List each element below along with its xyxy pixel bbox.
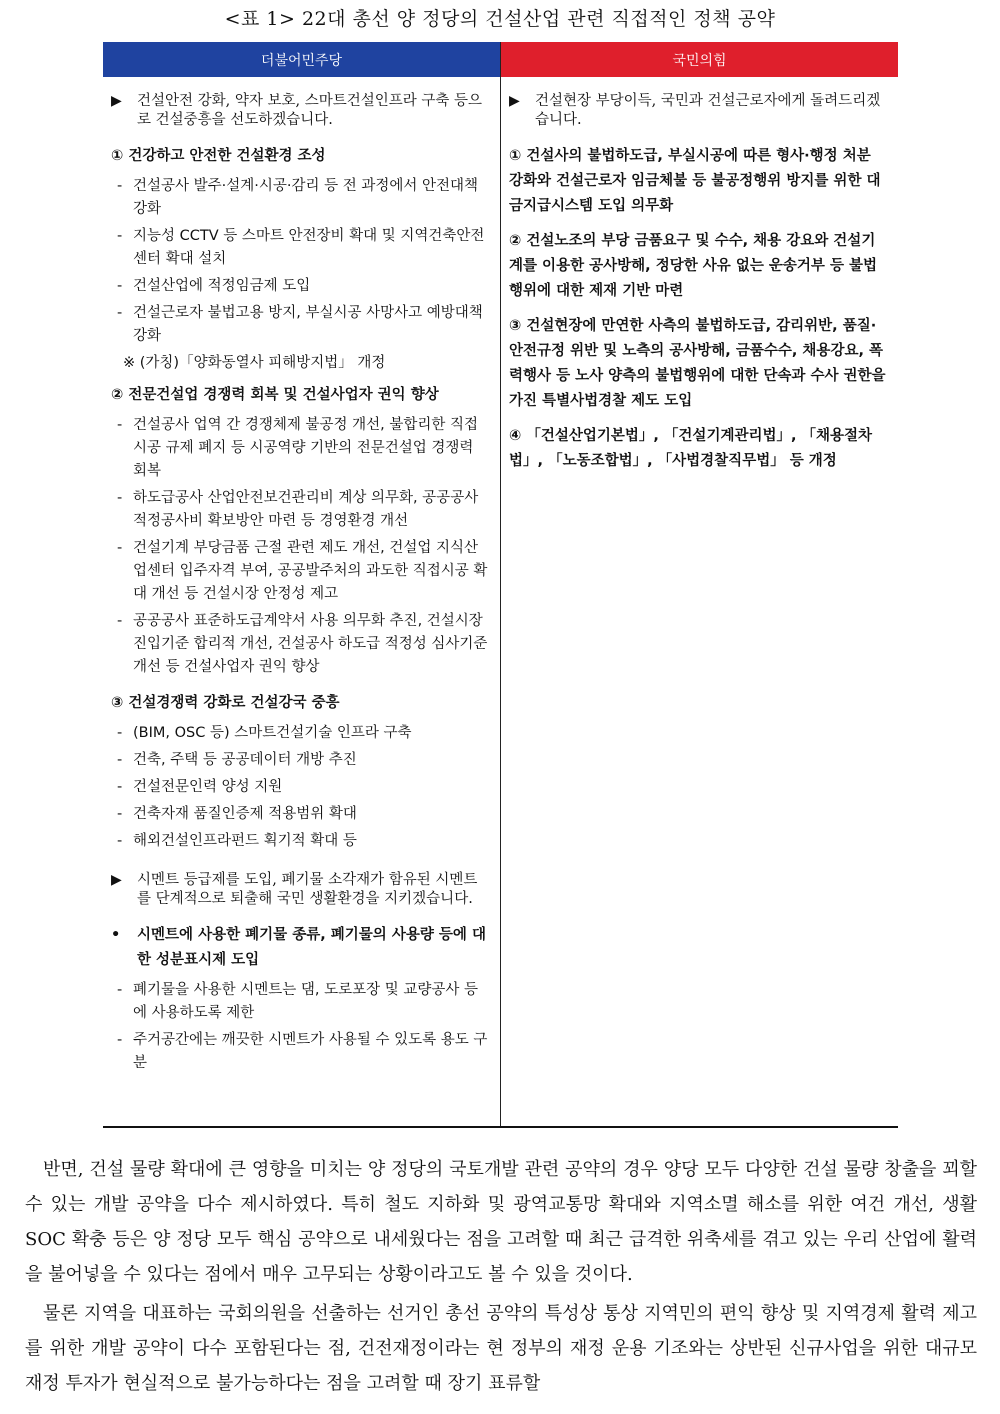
paragraph: 반면, 건설 물량 확대에 큰 영향을 미치는 양 정당의 국토개발 관련 공약의 경우 양당 모두 다양한 건설 물량 창출을 꾀할 수 있는 개발 공약을 다수 제시하였다. 특히 철도 지하화 및 광역교통망 확대와 지역소멸 해소를 위한 여건 개선, 생활 SOC 확충 등은 양 정당 모두 핵심 공약으로 내세웠다는 점을 고려할 때 최근 급격한 위축세를 겪고 있는 우리 산업에 활력을 불어넣을 수 있다는 점에서 매우 고무되는 상황이라고도 볼 수 있을 것이다. — [25, 1159, 977, 1285]
pledge-intro-1: ▶ 건설안전 강화, 약자 보호, 스마트건설인프라 구축 등으로 건설중흥을 선도하겠습니다. — [111, 93, 483, 128]
list-item: - 건설공사 업역 간 경쟁체제 불공정 개선, 불합리한 직접시공 규제 폐지 등 시공역량 기반의 전문건설업 경쟁력 회복 — [117, 417, 479, 479]
pledge-intro-2: ▶ 시멘트 등급제를 도입, 폐기물 소각재가 함유된 시멘트를 단계적으로 퇴출해 국민 생활환경을 지키겠습니다. — [111, 872, 478, 907]
list-item: - 건설산업에 적정임금제 도입 — [117, 278, 311, 294]
pledge-intro: ▶ 건설현장 부당이득, 국민과 건설근로자에게 돌려드리겠습니다. — [509, 93, 881, 128]
list-item: - 지능성 CCTV 등 스마트 안전장비 확대 및 지역건축안전센터 확대 설치 — [117, 228, 485, 267]
people-power-party-pledges — [509, 92, 889, 484]
list-item: - 건축자재 품질인증제 적용범위 확대 — [117, 806, 357, 822]
header-democratic-party: 더불어민주당 — [103, 42, 500, 77]
section-heading-4: • 시멘트에 사용한 폐기물 종류, 폐기물의 사용량 등에 대한 성분표시제 도입 — [111, 923, 491, 973]
table-caption: <표 1> 22대 총선 양 정당의 건설산업 관련 직접적인 정책 공약 — [224, 8, 776, 30]
list-item: - 폐기물을 사용한 시멘트는 댐, 도로포장 및 교량공사 등에 사용하도록 제한 — [117, 982, 479, 1021]
column-divider — [500, 42, 501, 1128]
policy-table — [103, 42, 898, 1128]
democratic-party-pledges — [111, 92, 491, 1079]
list-item: - (BIM, OSC 등) 스마트건설기술 인프라 구축 — [117, 725, 412, 741]
section-heading-3: ③ 건설경쟁력 강화로 건설강국 중흥 — [111, 695, 340, 711]
body-text — [25, 1152, 977, 1405]
list-item: ③ 건설현장에 만연한 사측의 불법하도급, 감리위반, 품질·안전규정 위반 및 노측의 공사방해, 금품수수, 채용강요, 폭력행사 등 노사 양측의 불법행위에 대한 단속과 수사 권한을 가진 특별사법경찰 제도 도입 — [509, 318, 886, 409]
list-item: - 주거공간에는 깨끗한 시멘트가 사용될 수 있도록 용도 구분 — [117, 1032, 488, 1071]
triangle-right-icon: ▶ — [111, 872, 122, 888]
triangle-right-icon: ▶ — [111, 93, 122, 109]
list-item: - 해외건설인프라펀드 획기적 확대 등 — [117, 833, 357, 849]
law-note: ※ (가칭)「양화동열사 피해방지법」 개정 — [123, 355, 386, 371]
list-item: - 건설근로자 불법고용 방지, 부실시공 사망사고 예방대책 강화 — [117, 305, 483, 344]
list-item: - 공공공사 표준하도급계약서 사용 의무화 추진, 건설시장 진입기준 합리적 개선, 건설공사 하도급 적정성 심사기준 개선 등 건설사업자 권익 향상 — [117, 613, 488, 675]
paragraph: 물론 지역을 대표하는 국회의원을 선출하는 선거인 총선 공약의 특성상 통상 지역민의 편익 향상 및 지역경제 활력 제고를 위한 개발 공약이 다수 포함된다는 점, 건전재정이라는 현 정부의 재정 운용 기조와는 상반된 신규사업을 위한 대규모 재정 투자가 현실적으로 불가능하다는 점을 고려할 때 장기 표류할 — [25, 1303, 977, 1394]
list-item: - 하도급공사 산업안전보건관리비 계상 의무화, 공공공사 적정공사비 확보방안 마련 등 경영환경 개선 — [117, 490, 479, 529]
triangle-right-icon: ▶ — [509, 93, 520, 109]
section-heading-2: ② 전문건설업 경쟁력 회복 및 건설사업자 권익 향상 — [111, 387, 439, 403]
section-heading-1: ① 건강하고 안전한 건설환경 조성 — [111, 148, 326, 164]
list-item: - 건설기계 부당금품 근절 관련 제도 개선, 건설업 지식산업센터 입주자격 부여, 공공발주처의 과도한 직접시공 확대 개선 등 건설시장 안정성 제고 — [117, 540, 488, 602]
list-item: - 건설공사 발주·설계·시공·감리 등 전 과정에서 안전대책 강화 — [117, 178, 479, 217]
bullet-icon: • — [111, 927, 121, 943]
list-item: - 건설전문인력 양성 지원 — [117, 779, 283, 795]
list-item: ① 건설사의 불법하도급, 부실시공에 따른 형사·행정 처분 강화와 건설근로자 임금체불 등 불공정행위 방지를 위한 대금지급시스템 도입 의무화 — [509, 148, 881, 214]
header-people-power-party: 국민의힘 — [501, 42, 898, 77]
list-item: - 건축, 주택 등 공공데이터 개방 추진 — [117, 752, 357, 768]
table-bottom-rule — [103, 1126, 898, 1128]
list-item: ② 건설노조의 부당 금품요구 및 수수, 채용 강요와 건설기계를 이용한 공사방해, 정당한 사유 없는 운송거부 등 불법행위에 대한 제재 기반 마련 — [509, 233, 878, 299]
list-item: ④ 「건설산업기본법」, 「건설기계관리법」, 「채용절차법」, 「노동조합법」, 「사법경찰직무법」 등 개정 — [509, 428, 873, 469]
